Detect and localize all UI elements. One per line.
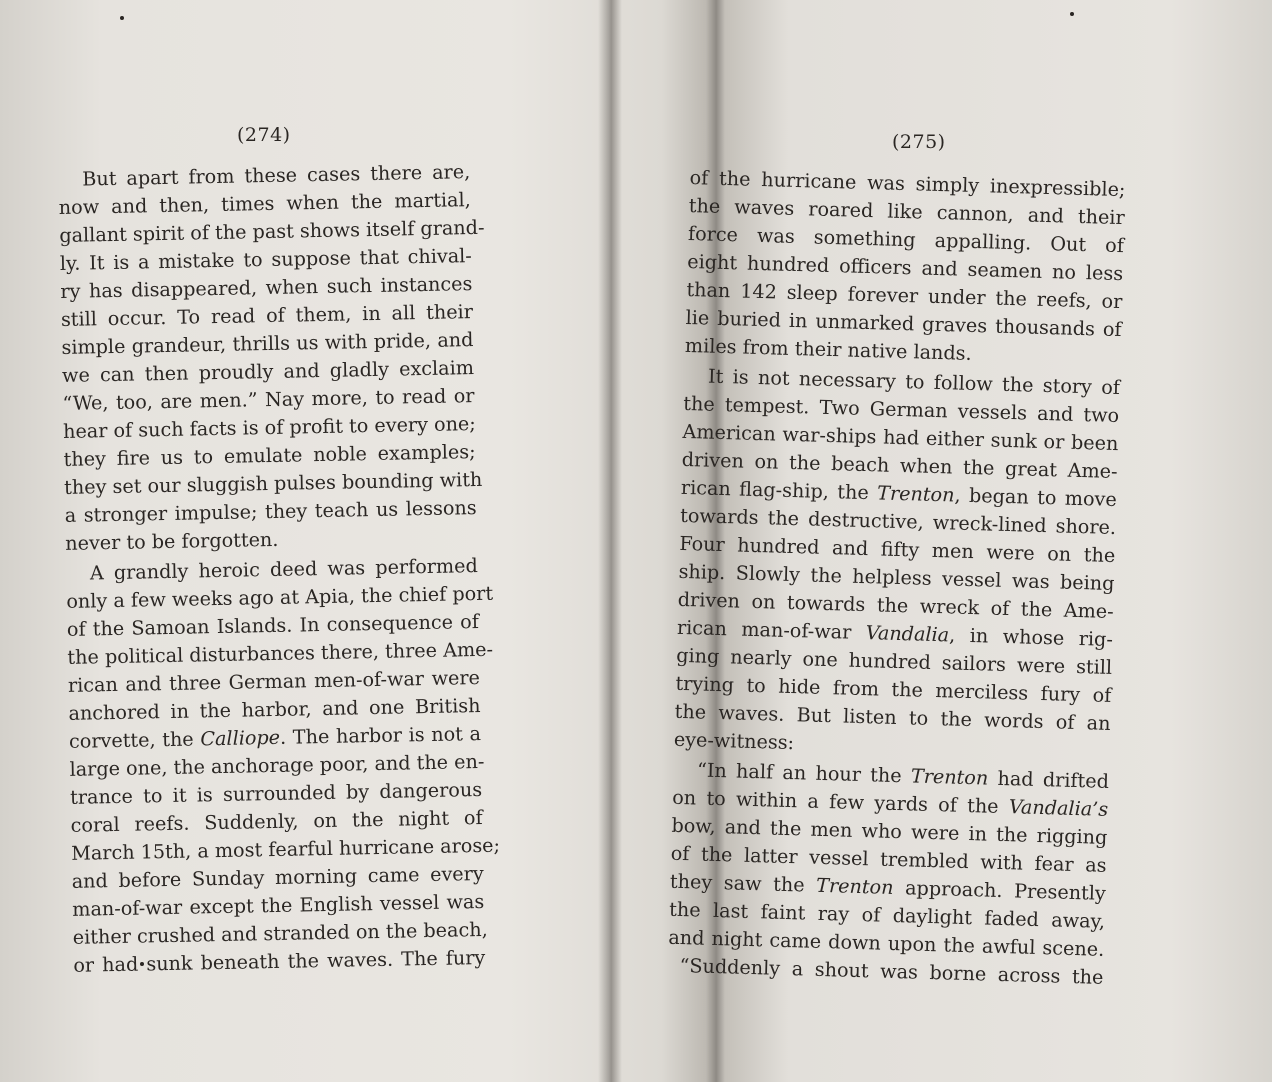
text-line: still occur. To read of them, in all their (60, 300, 474, 331)
text-line: corvette, the Calliope. The harbor is not a (68, 721, 482, 753)
text-line: hear of such facts is of profit to every one; (62, 412, 476, 443)
text-line: the political disturbances there, three Ame- (67, 637, 494, 669)
text-line: simple grandeur, thrills us with pride, and (61, 328, 474, 359)
print-speck (120, 16, 124, 20)
text-line: driven on the beach when the great Ame- (681, 447, 1118, 484)
left-page (0, 0, 598, 1082)
text-line: Four hundred and fifty men were on the (679, 531, 1116, 568)
text-line: man-of-war except the English vessel was (72, 889, 485, 921)
text-line: March 15th, a most fearful hurricane arose; (70, 833, 501, 865)
text-line: they set our sluggish pulses bounding with (63, 467, 483, 499)
text-line: miles from their native lands. (684, 333, 972, 365)
text-line: ly. It is a mistake to suppose that chival- (59, 244, 473, 275)
text-line: towards the destructive, wreck-lined shore. (679, 503, 1117, 540)
text-line: force was something appalling. Out of (687, 221, 1125, 258)
page-text (58, 158, 501, 980)
text-line: “We, too, are men.” Nay more, to read or (62, 384, 475, 415)
text-line: on to within a few yards of the Vandalia’s (671, 785, 1109, 821)
text-line: trance to it is surrounded by dangerous (69, 777, 483, 809)
text-line: and before Sunday morning came every (71, 861, 484, 893)
text-line: ship. Slowly the helpless vessel was being (678, 559, 1115, 596)
text-line: than 142 sleep forever under the reefs, or (686, 277, 1123, 314)
text-line: eye-witness: (673, 727, 795, 755)
text-line: lie buried in unmarked graves thousands of (685, 305, 1122, 342)
text-line: eight hundred officers and seamen no less (686, 249, 1124, 286)
text-line: of the Samoan Islands. In consequence of (66, 610, 480, 641)
text-line: rican flag-ship, the Trenton, began to move (680, 475, 1118, 512)
book-gutter (598, 0, 622, 1082)
page-number: (275) (892, 131, 946, 153)
text-line: rican man-of-war Vandalia, in whose rig- (676, 615, 1114, 651)
text-line: ging nearly one hundred sailors were still (675, 643, 1113, 679)
text-line: the last faint ray of daylight faded away, (668, 897, 1106, 933)
text-line: coral reefs. Suddenly, on the night of (70, 805, 483, 837)
page-number: (274) (237, 124, 291, 146)
print-speck (1070, 12, 1074, 16)
text-line: rican and three German men-of-war were (67, 665, 481, 697)
text-line: a stronger impulse; they teach us lessons (64, 496, 477, 527)
text-line: But apart from these cases there are, (82, 160, 471, 191)
text-line: A grandly heroic deed was performed (89, 554, 478, 585)
text-line: large one, the anchorage poor, and the en- (69, 749, 485, 781)
text-line: “In half an hour the Trenton had drifted (696, 758, 1110, 793)
text-line: anchored in the harbor, and one British (68, 693, 481, 725)
text-line: or had sunk beneath the waves. The fury (73, 945, 486, 977)
text-line: now and then, times when the martial, (58, 188, 471, 219)
text-line: we can then proudly and gladly exclaim (61, 356, 475, 387)
text-line: gallant spirit of the past shows itself grand- (59, 215, 485, 247)
text-line: and night came down upon the awful scene. (668, 925, 1105, 961)
text-line: It is not necessary to follow the story of (707, 364, 1121, 400)
text-line: they saw the Trenton approach. Presently (669, 869, 1107, 905)
text-line: bow, and the men who were in the rigging (671, 813, 1108, 849)
text-line: American war-ships had either sunk or been (682, 419, 1119, 456)
right-page (622, 0, 1272, 1082)
text-line: only a few weeks ago at Apia, the chief port (66, 581, 494, 613)
text-line: “Suddenly a shout was borne across the (679, 954, 1104, 989)
text-line: of the latter vessel trembled with fear as (670, 841, 1107, 877)
text-line: never to be forgotten. (65, 527, 279, 555)
text-line: the waves roared like cannon, and their (688, 193, 1125, 230)
text-line: trying to hide from the merciless fury of (675, 671, 1112, 707)
text-line: the waves. But listen to the words of an (674, 699, 1111, 735)
text-line: either crushed and stranded on the beach, (72, 917, 488, 949)
text-line: ry has disappeared, when such instances (60, 272, 473, 303)
page-text (667, 164, 1126, 992)
text-line: driven on towards the wreck of the Ame- (677, 587, 1114, 623)
text-line: the tempest. Two German vessels and two (682, 391, 1120, 428)
text-line: of the hurricane was simply inexpressible; (689, 165, 1126, 202)
text-line: they fire us to emulate noble examples; (63, 440, 476, 471)
